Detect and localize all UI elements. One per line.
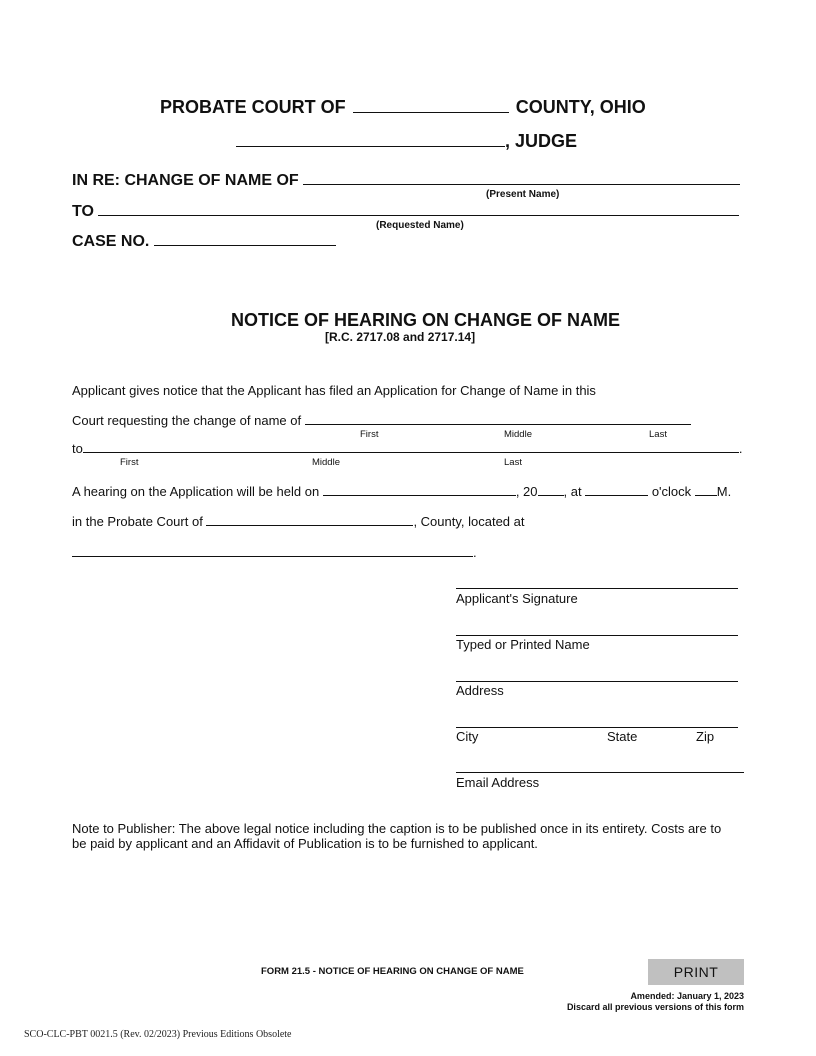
present-last-hint: Last: [649, 429, 667, 440]
court-suffix: COUNTY, OHIO: [515, 97, 646, 117]
court-address-field[interactable]: [72, 556, 473, 557]
print-button[interactable]: PRINT: [648, 959, 744, 985]
hearing-line: [72, 484, 731, 499]
requested-name-hint: (Requested Name): [376, 220, 464, 231]
case-no-field[interactable]: [154, 245, 336, 246]
at-label: , at: [563, 484, 582, 499]
court-caption-line: [160, 97, 646, 118]
requested-name-full-field[interactable]: [83, 452, 739, 453]
judge-suffix: , JUDGE: [505, 131, 578, 151]
court-location-line: [72, 514, 524, 529]
to-line: [72, 203, 739, 221]
email-label: Email Address: [456, 775, 540, 790]
to-label-body: to: [72, 441, 83, 456]
present-name-field[interactable]: [303, 184, 740, 185]
address-label: Address: [456, 683, 504, 698]
year-prefix: , 20: [515, 484, 538, 499]
case-no-label: CASE NO.: [72, 233, 150, 250]
court-prefix: PROBATE COURT OF: [160, 97, 346, 117]
judge-field[interactable]: [236, 146, 505, 147]
county-located-label: , County, located at: [413, 514, 525, 529]
in-re-label: IN RE: CHANGE OF NAME OF: [72, 172, 299, 189]
m-suffix: M.: [716, 484, 732, 499]
requesting-change-label: Court requesting the change of name of: [72, 413, 302, 428]
to-label: TO: [72, 203, 94, 220]
printed-name-label: Typed or Printed Name: [456, 637, 590, 652]
hearing-time-field[interactable]: [585, 495, 648, 496]
address-field[interactable]: [456, 681, 738, 682]
in-re-line: [72, 172, 740, 190]
hearing-label: A hearing on the Application will be held on: [72, 484, 320, 499]
present-name-full-field[interactable]: [305, 424, 691, 425]
form-code: SCO-CLC-PBT 0021.5 (Rev. 02/2023) Previous Editions Obsolete: [24, 1029, 292, 1040]
publisher-note-line-2: be paid by applicant and an Affidavit of Publication is to be furnished to applicant.: [72, 836, 538, 851]
statute-reference: [R.C. 2717.08 and 2717.14]: [325, 330, 476, 344]
notice-line-1: Applicant gives notice that the Applicant has filed an Application for Change of Name in this: [72, 383, 596, 398]
case-no-line: [72, 233, 336, 251]
probate-court-label: in the Probate Court of: [72, 514, 203, 529]
city-label: City: [456, 729, 479, 744]
court-address-line: [72, 545, 477, 560]
city-state-zip-field[interactable]: [456, 727, 738, 728]
requested-first-hint: First: [120, 457, 139, 468]
oclock-label: o'clock: [651, 484, 692, 499]
form-title-footer: FORM 21.5 - NOTICE OF HEARING ON CHANGE OF NAME: [261, 966, 524, 977]
hearing-date-field[interactable]: [323, 495, 516, 496]
line3-period: .: [738, 441, 743, 456]
signature-label: Applicant's Signature: [456, 591, 578, 606]
present-middle-hint: Middle: [504, 429, 532, 440]
am-pm-field[interactable]: [695, 495, 717, 496]
address-period: .: [473, 545, 477, 560]
judge-line: [236, 131, 577, 152]
printed-name-field[interactable]: [456, 635, 738, 636]
county-field[interactable]: [353, 112, 509, 113]
notice-line-3: [72, 441, 742, 456]
notice-line-2: [72, 413, 691, 428]
present-first-hint: First: [360, 429, 379, 440]
hearing-year-field[interactable]: [538, 495, 564, 496]
hearing-county-field[interactable]: [206, 525, 413, 526]
amended-date: Amended: January 1, 2023: [630, 991, 744, 1001]
present-name-hint: (Present Name): [486, 189, 560, 200]
requested-name-field[interactable]: [98, 215, 739, 216]
zip-label: Zip: [696, 729, 715, 744]
publisher-note-line-1: Note to Publisher: The above legal notice including the caption is to be published once in its entirety. Costs are to: [72, 821, 722, 836]
requested-last-hint: Last: [504, 457, 522, 468]
discard-notice: Discard all previous versions of this form: [566, 1002, 744, 1012]
requested-middle-hint: Middle: [312, 457, 340, 468]
state-label: State: [607, 729, 638, 744]
notice-title: NOTICE OF HEARING ON CHANGE OF NAME: [231, 310, 621, 330]
signature-field[interactable]: [456, 588, 738, 589]
email-field[interactable]: [456, 772, 744, 773]
